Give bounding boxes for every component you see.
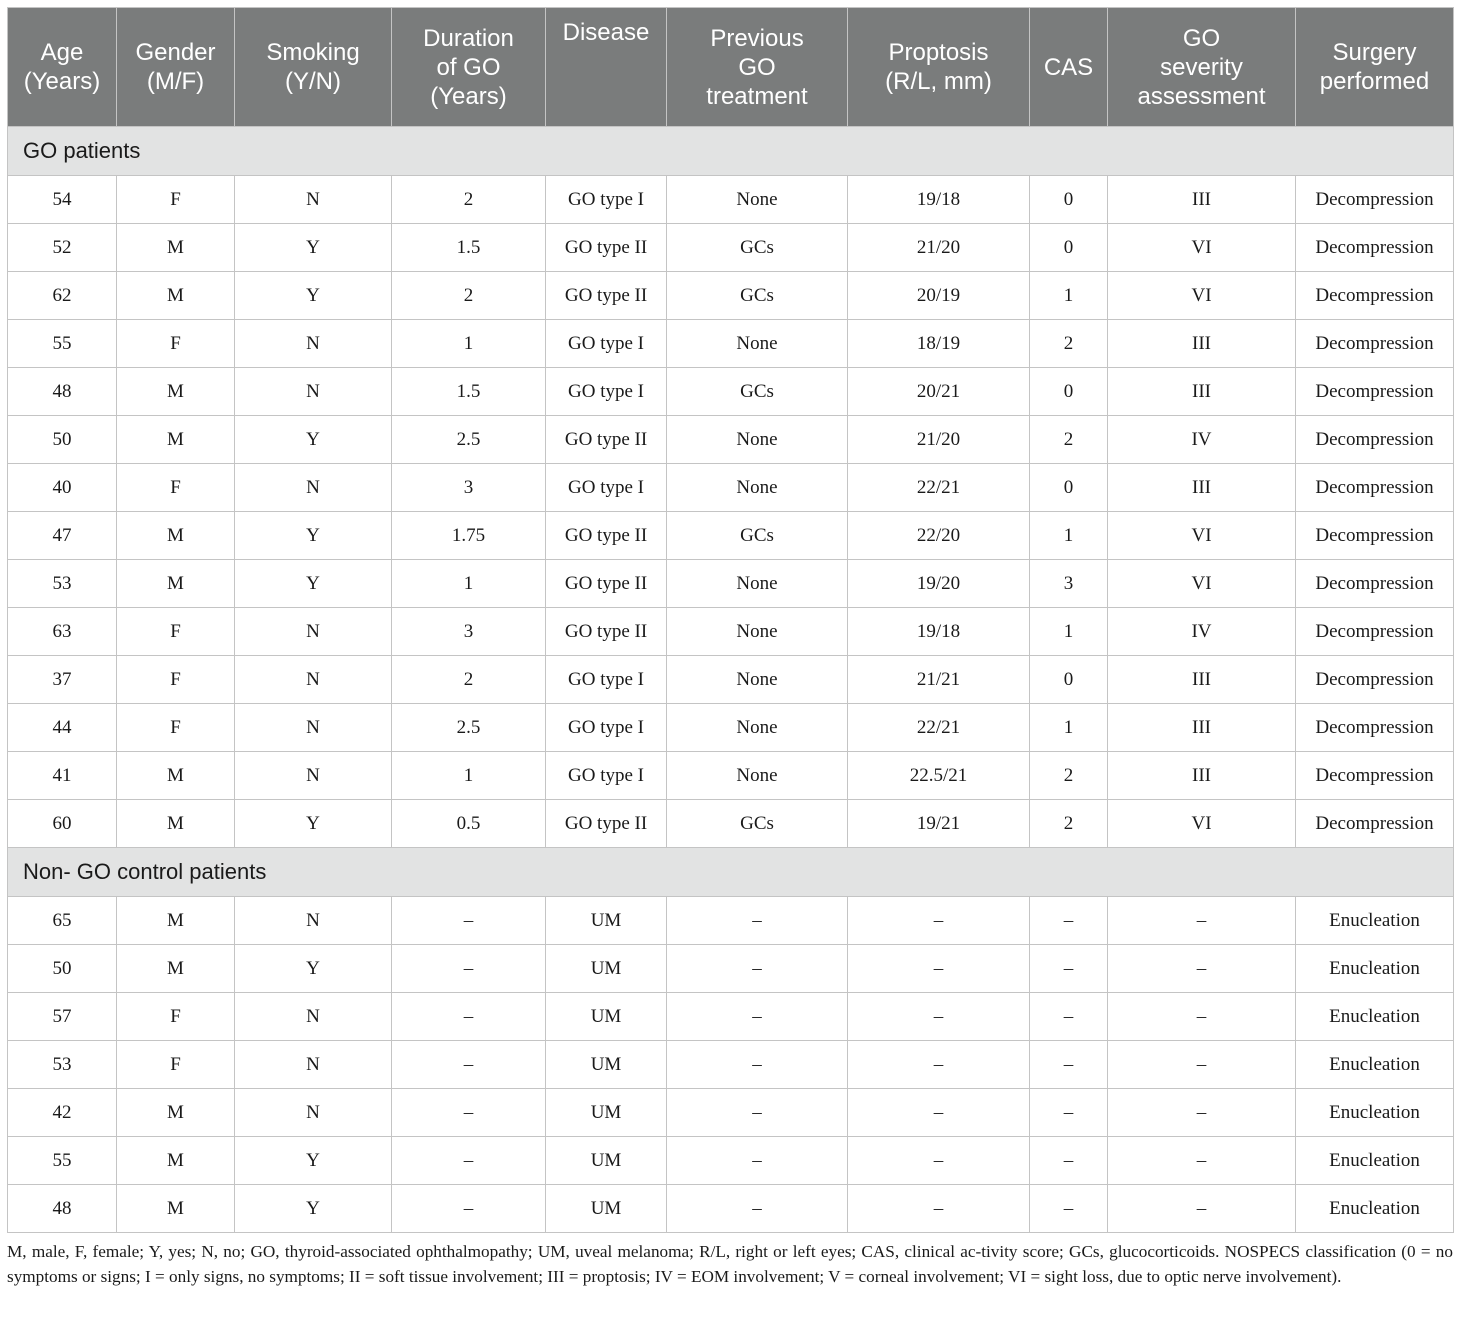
cell-smoking: N	[235, 608, 392, 656]
cell-severity: VI	[1108, 800, 1296, 848]
cell-cas: 2	[1030, 800, 1108, 848]
cell-gender: M	[117, 416, 235, 464]
cell-duration: –	[392, 1089, 546, 1137]
cell-previous-treatment: GCs	[667, 224, 848, 272]
cell-surgery: Decompression	[1296, 656, 1454, 704]
table-body	[8, 127, 1454, 1233]
cell-duration: 3	[392, 608, 546, 656]
cell-surgery: Enucleation	[1296, 897, 1454, 945]
cell-smoking: N	[235, 704, 392, 752]
table-row	[8, 368, 1454, 416]
table-header	[8, 8, 1454, 127]
cell-age: 50	[8, 416, 117, 464]
cell-proptosis: 21/20	[848, 224, 1030, 272]
cell-proptosis: –	[848, 1089, 1030, 1137]
cell-age: 53	[8, 560, 117, 608]
cell-proptosis: 22/21	[848, 704, 1030, 752]
cell-gender: M	[117, 1089, 235, 1137]
cell-age: 37	[8, 656, 117, 704]
cell-proptosis: –	[848, 945, 1030, 993]
cell-smoking: N	[235, 368, 392, 416]
cell-cas: –	[1030, 1041, 1108, 1089]
cell-gender: F	[117, 704, 235, 752]
cell-surgery: Enucleation	[1296, 1041, 1454, 1089]
section-row	[8, 127, 1454, 176]
cell-surgery: Decompression	[1296, 176, 1454, 224]
cell-severity: IV	[1108, 416, 1296, 464]
table-row	[8, 512, 1454, 560]
cell-duration: –	[392, 1041, 546, 1089]
cell-cas: 0	[1030, 224, 1108, 272]
cell-smoking: Y	[235, 800, 392, 848]
table-row	[8, 320, 1454, 368]
cell-surgery: Decompression	[1296, 752, 1454, 800]
cell-duration: 2	[392, 272, 546, 320]
cell-cas: 1	[1030, 272, 1108, 320]
cell-disease: UM	[546, 993, 667, 1041]
cell-smoking: Y	[235, 512, 392, 560]
header-smoking: Smoking (Y/N)	[235, 8, 392, 127]
patient-characteristics-table	[7, 7, 1454, 1233]
table-row	[8, 464, 1454, 512]
cell-duration: 1.5	[392, 224, 546, 272]
cell-severity: –	[1108, 1089, 1296, 1137]
section-title: Non- GO control patients	[8, 848, 1454, 897]
cell-smoking: Y	[235, 416, 392, 464]
cell-surgery: Decompression	[1296, 608, 1454, 656]
cell-severity: VI	[1108, 272, 1296, 320]
cell-proptosis: 19/20	[848, 560, 1030, 608]
cell-duration: 1	[392, 752, 546, 800]
cell-previous-treatment: –	[667, 1185, 848, 1233]
header-age: Age (Years)	[8, 8, 117, 127]
cell-smoking: N	[235, 464, 392, 512]
cell-previous-treatment: None	[667, 320, 848, 368]
cell-surgery: Enucleation	[1296, 1137, 1454, 1185]
cell-gender: M	[117, 512, 235, 560]
cell-age: 62	[8, 272, 117, 320]
cell-cas: –	[1030, 945, 1108, 993]
cell-previous-treatment: –	[667, 897, 848, 945]
cell-proptosis: –	[848, 1137, 1030, 1185]
cell-age: 48	[8, 1185, 117, 1233]
cell-disease: UM	[546, 1041, 667, 1089]
cell-smoking: Y	[235, 945, 392, 993]
cell-severity: III	[1108, 704, 1296, 752]
table-row	[8, 704, 1454, 752]
cell-age: 55	[8, 320, 117, 368]
cell-previous-treatment: –	[667, 1137, 848, 1185]
cell-disease: GO type II	[546, 608, 667, 656]
cell-disease: GO type II	[546, 272, 667, 320]
cell-age: 42	[8, 1089, 117, 1137]
cell-disease: UM	[546, 897, 667, 945]
cell-age: 40	[8, 464, 117, 512]
cell-duration: 2.5	[392, 416, 546, 464]
table-row	[8, 1137, 1454, 1185]
cell-surgery: Decompression	[1296, 272, 1454, 320]
cell-disease: UM	[546, 1137, 667, 1185]
cell-smoking: Y	[235, 560, 392, 608]
table-row	[8, 176, 1454, 224]
table-row	[8, 1089, 1454, 1137]
table-row	[8, 608, 1454, 656]
cell-duration: 0.5	[392, 800, 546, 848]
cell-proptosis: 22.5/21	[848, 752, 1030, 800]
cell-age: 53	[8, 1041, 117, 1089]
cell-smoking: Y	[235, 1185, 392, 1233]
cell-gender: F	[117, 993, 235, 1041]
cell-proptosis: 21/20	[848, 416, 1030, 464]
cell-gender: F	[117, 176, 235, 224]
cell-cas: 2	[1030, 752, 1108, 800]
header-disease: Disease	[546, 8, 667, 127]
cell-disease: UM	[546, 945, 667, 993]
cell-disease: GO type II	[546, 512, 667, 560]
cell-disease: GO type I	[546, 320, 667, 368]
cell-disease: GO type II	[546, 224, 667, 272]
cell-age: 41	[8, 752, 117, 800]
cell-severity: III	[1108, 752, 1296, 800]
cell-severity: –	[1108, 993, 1296, 1041]
cell-gender: F	[117, 608, 235, 656]
header-cas: CAS	[1030, 8, 1108, 127]
cell-disease: GO type I	[546, 368, 667, 416]
cell-gender: M	[117, 560, 235, 608]
cell-surgery: Decompression	[1296, 368, 1454, 416]
cell-proptosis: –	[848, 993, 1030, 1041]
cell-severity: III	[1108, 176, 1296, 224]
cell-cas: –	[1030, 1137, 1108, 1185]
cell-severity: VI	[1108, 224, 1296, 272]
cell-surgery: Enucleation	[1296, 1089, 1454, 1137]
cell-severity: –	[1108, 945, 1296, 993]
cell-smoking: N	[235, 897, 392, 945]
cell-previous-treatment: None	[667, 464, 848, 512]
cell-age: 60	[8, 800, 117, 848]
cell-age: 47	[8, 512, 117, 560]
cell-cas: 0	[1030, 464, 1108, 512]
cell-proptosis: 20/21	[848, 368, 1030, 416]
cell-smoking: Y	[235, 1137, 392, 1185]
cell-severity: –	[1108, 1185, 1296, 1233]
header-surgery: Surgery performed	[1296, 8, 1454, 127]
cell-severity: –	[1108, 897, 1296, 945]
cell-disease: UM	[546, 1185, 667, 1233]
cell-duration: 1.75	[392, 512, 546, 560]
cell-severity: –	[1108, 1137, 1296, 1185]
cell-surgery: Decompression	[1296, 224, 1454, 272]
header-row	[8, 8, 1454, 127]
cell-previous-treatment: None	[667, 416, 848, 464]
cell-surgery: Decompression	[1296, 320, 1454, 368]
table-row	[8, 993, 1454, 1041]
cell-proptosis: 22/20	[848, 512, 1030, 560]
table-row	[8, 1041, 1454, 1089]
cell-previous-treatment: –	[667, 1041, 848, 1089]
cell-severity: III	[1108, 320, 1296, 368]
cell-previous-treatment: None	[667, 608, 848, 656]
cell-duration: –	[392, 1137, 546, 1185]
section-title: GO patients	[8, 127, 1454, 176]
cell-previous-treatment: GCs	[667, 512, 848, 560]
header-duration: Duration of GO (Years)	[392, 8, 546, 127]
cell-previous-treatment: –	[667, 1089, 848, 1137]
cell-previous-treatment: None	[667, 176, 848, 224]
cell-surgery: Decompression	[1296, 512, 1454, 560]
cell-cas: 2	[1030, 320, 1108, 368]
cell-proptosis: 19/18	[848, 176, 1030, 224]
cell-surgery: Enucleation	[1296, 993, 1454, 1041]
cell-age: 63	[8, 608, 117, 656]
cell-cas: –	[1030, 993, 1108, 1041]
cell-previous-treatment: None	[667, 560, 848, 608]
cell-disease: GO type I	[546, 704, 667, 752]
table-footnote: M, male, F, female; Y, yes; N, no; GO, thyroid-associated ophthalmopathy; UM, uveal melanoma; R/L, right or left eyes; CAS, clinical ac-tivity score; GCs, glucocorticoids. NOSPECS classification (0 = no symptoms or signs; I = only signs, no symptoms; II = soft tissue involvement; III = proptosis; IV = EOM involvement; V = corneal involvement; VI = sight loss, due to optic nerve involvement).	[7, 1242, 1453, 1286]
cell-previous-treatment: GCs	[667, 272, 848, 320]
table-row	[8, 560, 1454, 608]
cell-proptosis: 18/19	[848, 320, 1030, 368]
cell-surgery: Decompression	[1296, 560, 1454, 608]
cell-duration: 1.5	[392, 368, 546, 416]
cell-smoking: N	[235, 752, 392, 800]
cell-previous-treatment: None	[667, 656, 848, 704]
cell-gender: M	[117, 1137, 235, 1185]
cell-age: 50	[8, 945, 117, 993]
cell-surgery: Enucleation	[1296, 1185, 1454, 1233]
cell-disease: GO type II	[546, 560, 667, 608]
cell-duration: –	[392, 1185, 546, 1233]
cell-cas: –	[1030, 1185, 1108, 1233]
cell-disease: GO type I	[546, 464, 667, 512]
cell-proptosis: 19/21	[848, 800, 1030, 848]
cell-disease: GO type I	[546, 656, 667, 704]
cell-age: 55	[8, 1137, 117, 1185]
table-row	[8, 897, 1454, 945]
cell-disease: GO type I	[546, 752, 667, 800]
cell-gender: M	[117, 368, 235, 416]
cell-proptosis: –	[848, 1041, 1030, 1089]
cell-duration: 1	[392, 320, 546, 368]
cell-proptosis: 19/18	[848, 608, 1030, 656]
cell-surgery: Decompression	[1296, 800, 1454, 848]
cell-disease: GO type II	[546, 800, 667, 848]
cell-previous-treatment: –	[667, 993, 848, 1041]
cell-surgery: Enucleation	[1296, 945, 1454, 993]
header-severity: GO severity assessment	[1108, 8, 1296, 127]
cell-gender: M	[117, 224, 235, 272]
cell-cas: 1	[1030, 704, 1108, 752]
cell-severity: IV	[1108, 608, 1296, 656]
table-row	[8, 800, 1454, 848]
cell-surgery: Decompression	[1296, 416, 1454, 464]
cell-cas: 0	[1030, 368, 1108, 416]
cell-previous-treatment: None	[667, 752, 848, 800]
cell-duration: 2.5	[392, 704, 546, 752]
cell-severity: III	[1108, 464, 1296, 512]
cell-gender: F	[117, 1041, 235, 1089]
cell-disease: UM	[546, 1089, 667, 1137]
cell-severity: III	[1108, 368, 1296, 416]
cell-duration: 2	[392, 656, 546, 704]
cell-surgery: Decompression	[1296, 704, 1454, 752]
section-row	[8, 848, 1454, 897]
table-row	[8, 752, 1454, 800]
cell-cas: 1	[1030, 608, 1108, 656]
cell-cas: 0	[1030, 656, 1108, 704]
cell-gender: M	[117, 800, 235, 848]
cell-gender: M	[117, 752, 235, 800]
cell-disease: GO type I	[546, 176, 667, 224]
cell-smoking: N	[235, 320, 392, 368]
cell-age: 57	[8, 993, 117, 1041]
cell-cas: 2	[1030, 416, 1108, 464]
cell-gender: F	[117, 464, 235, 512]
patient-table-container	[7, 7, 1453, 1233]
cell-previous-treatment: –	[667, 945, 848, 993]
cell-duration: –	[392, 897, 546, 945]
cell-severity: VI	[1108, 560, 1296, 608]
cell-gender: F	[117, 320, 235, 368]
cell-cas: 3	[1030, 560, 1108, 608]
cell-gender: M	[117, 272, 235, 320]
cell-cas: –	[1030, 1089, 1108, 1137]
cell-severity: III	[1108, 656, 1296, 704]
cell-severity: VI	[1108, 512, 1296, 560]
cell-age: 65	[8, 897, 117, 945]
cell-gender: M	[117, 897, 235, 945]
cell-previous-treatment: None	[667, 704, 848, 752]
table-row	[8, 224, 1454, 272]
cell-severity: –	[1108, 1041, 1296, 1089]
cell-duration: 3	[392, 464, 546, 512]
cell-smoking: N	[235, 176, 392, 224]
table-row	[8, 656, 1454, 704]
cell-age: 52	[8, 224, 117, 272]
cell-proptosis: –	[848, 1185, 1030, 1233]
table-row	[8, 945, 1454, 993]
cell-smoking: N	[235, 993, 392, 1041]
table-row	[8, 272, 1454, 320]
cell-gender: M	[117, 1185, 235, 1233]
cell-proptosis: 22/21	[848, 464, 1030, 512]
cell-gender: F	[117, 656, 235, 704]
cell-surgery: Decompression	[1296, 464, 1454, 512]
cell-smoking: Y	[235, 272, 392, 320]
cell-age: 48	[8, 368, 117, 416]
cell-gender: M	[117, 945, 235, 993]
cell-proptosis: 20/19	[848, 272, 1030, 320]
cell-previous-treatment: GCs	[667, 368, 848, 416]
cell-disease: GO type II	[546, 416, 667, 464]
cell-duration: –	[392, 945, 546, 993]
cell-smoking: Y	[235, 224, 392, 272]
cell-smoking: N	[235, 656, 392, 704]
cell-smoking: N	[235, 1089, 392, 1137]
cell-cas: –	[1030, 897, 1108, 945]
header-proptosis: Proptosis (R/L, mm)	[848, 8, 1030, 127]
header-gender: Gender (M/F)	[117, 8, 235, 127]
cell-age: 54	[8, 176, 117, 224]
cell-duration: –	[392, 993, 546, 1041]
cell-proptosis: 21/21	[848, 656, 1030, 704]
cell-smoking: N	[235, 1041, 392, 1089]
table-row	[8, 1185, 1454, 1233]
cell-cas: 1	[1030, 512, 1108, 560]
cell-duration: 1	[392, 560, 546, 608]
cell-duration: 2	[392, 176, 546, 224]
cell-cas: 0	[1030, 176, 1108, 224]
table-row	[8, 416, 1454, 464]
cell-previous-treatment: GCs	[667, 800, 848, 848]
header-previous-treatment: Previous GO treatment	[667, 8, 848, 127]
cell-proptosis: –	[848, 897, 1030, 945]
cell-age: 44	[8, 704, 117, 752]
